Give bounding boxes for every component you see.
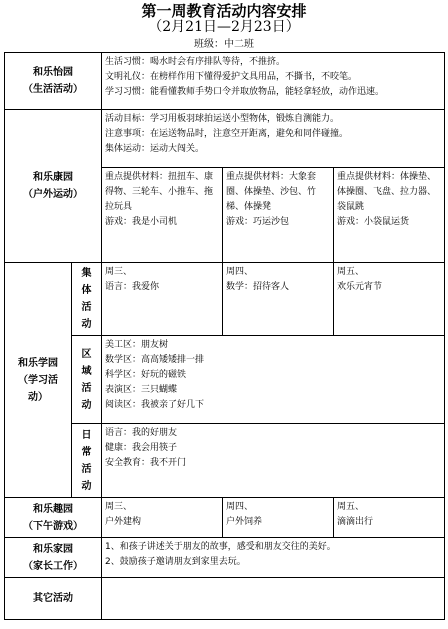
group-day-cell	[102, 263, 223, 336]
kangyuan-goals	[102, 110, 445, 168]
activity-text: 欢乐元宵节	[337, 282, 383, 292]
row-quyuan	[5, 498, 445, 538]
class-label: 班级：中二班	[194, 39, 254, 50]
group-day-cell	[223, 263, 334, 336]
kangyuan-game: 游戏：小袋鼠运货	[337, 217, 410, 227]
category-qiyuan: 和乐怡园 （生活活动）	[5, 53, 102, 110]
label-group-activity: 集 体 活 动	[72, 263, 102, 336]
day-label: 周四、	[226, 267, 254, 277]
area-line: 美工区：朋友树	[105, 340, 169, 350]
quyuan-day-cell	[102, 498, 223, 538]
qiyuan-line: 文明礼仪：在榜样作用下懂得爱护文具用品，不撕书，不咬笔。	[105, 72, 358, 82]
jiayuan-line: 1、和孩子讲述关于朋友的故事，感受和朋友交往的美好。	[105, 542, 336, 552]
activity-text: 语言：我爱你	[105, 282, 160, 292]
day-label: 周三、	[105, 502, 133, 512]
daily-line: 安全教育：我不开门	[105, 458, 187, 468]
category-kangyuan: 和乐康园 （户外运动）	[5, 110, 102, 263]
jiayuan-line: 2、鼓励孩子邀请朋友到家里去玩。	[105, 557, 246, 567]
category-other: 其它活动	[5, 578, 102, 620]
activity-text: 滴滴出行	[337, 517, 374, 527]
kangyuan-goal-line: 集体运动：运动大闯关。	[105, 144, 205, 154]
day-label: 周三、	[105, 267, 133, 277]
quyuan-day-cell	[334, 498, 445, 538]
schedule-table	[4, 52, 445, 620]
activity-text: 户外建构	[105, 517, 142, 527]
qiyuan-content	[102, 53, 445, 110]
group-day-cell	[334, 263, 445, 336]
kangyuan-area: 重点提供材料：体操垫、体操圈、飞盘、拉力器、袋鼠跳 游戏：小袋鼠运货	[334, 168, 445, 263]
label-area-activity: 区 域 活 动	[72, 336, 102, 424]
row-qiyuan	[5, 53, 445, 110]
label-daily-activity: 日 常 活 动	[72, 424, 102, 498]
qiyuan-line: 生活习惯：喝水时会有序排队等待，不推挤。	[105, 57, 286, 67]
qiyuan-line: 学习习惯：能看懂教师手势口令并取放物品，能轻拿轻放，动作迅速。	[105, 87, 385, 97]
area-activity-content	[102, 336, 445, 424]
kangyuan-area: 重点提供材料：扭扭车、康得物、三轮车、小推车、拖拉玩具 游戏：我是小司机	[102, 168, 223, 263]
day-label: 周五、	[337, 502, 365, 512]
document-title: 第一周教育活动内容安排	[141, 2, 307, 20]
kangyuan-area: 重点提供材料：大象套圈、体操垫、沙包、竹梯、体操凳 游戏：巧运沙包	[223, 168, 334, 263]
activity-text: 户外饲养	[226, 517, 263, 527]
daily-activity-content	[102, 424, 445, 498]
row-kangyuan-goals	[5, 110, 445, 168]
kangyuan-goal-line: 活动目标：学习用板羽球拍运送小型物体，锻炼自测能力。	[105, 114, 340, 124]
row-jiayuan	[5, 538, 445, 578]
date-range: （2月21日—2月23日）	[148, 19, 300, 35]
row-xueyuan-group	[5, 263, 445, 336]
daily-line: 语言：我的好朋友	[105, 428, 178, 438]
kangyuan-game: 游戏：我是小司机	[105, 217, 178, 227]
quyuan-day-cell	[223, 498, 334, 538]
jiayuan-content	[102, 538, 445, 578]
area-line: 数学区：高高矮矮排一排	[105, 355, 205, 365]
kangyuan-goal-line: 注意事项：在运送物品时，注意空开距离，避免和同伴碰撞。	[105, 129, 349, 139]
area-line: 阅读区：我被亲了好几下	[105, 400, 205, 410]
category-jiayuan: 和乐家园 （家长工作）	[5, 538, 102, 578]
activity-text: 数学：招待客人	[226, 282, 290, 292]
category-quyuan: 和乐趣园 （下午游戏）	[5, 498, 102, 538]
category-xueyuan: 和乐学园 （学习活 动）	[5, 263, 72, 498]
area-line: 表演区：三只蝴蝶	[105, 385, 178, 395]
daily-line: 健康：我会用筷子	[105, 443, 178, 453]
day-label: 周四、	[226, 502, 254, 512]
day-label: 周五、	[337, 267, 365, 277]
kangyuan-game: 游戏：巧运沙包	[226, 217, 290, 227]
other-content	[102, 578, 445, 620]
row-other	[5, 578, 445, 620]
area-line: 科学区：好玩的磁铁	[105, 370, 187, 380]
